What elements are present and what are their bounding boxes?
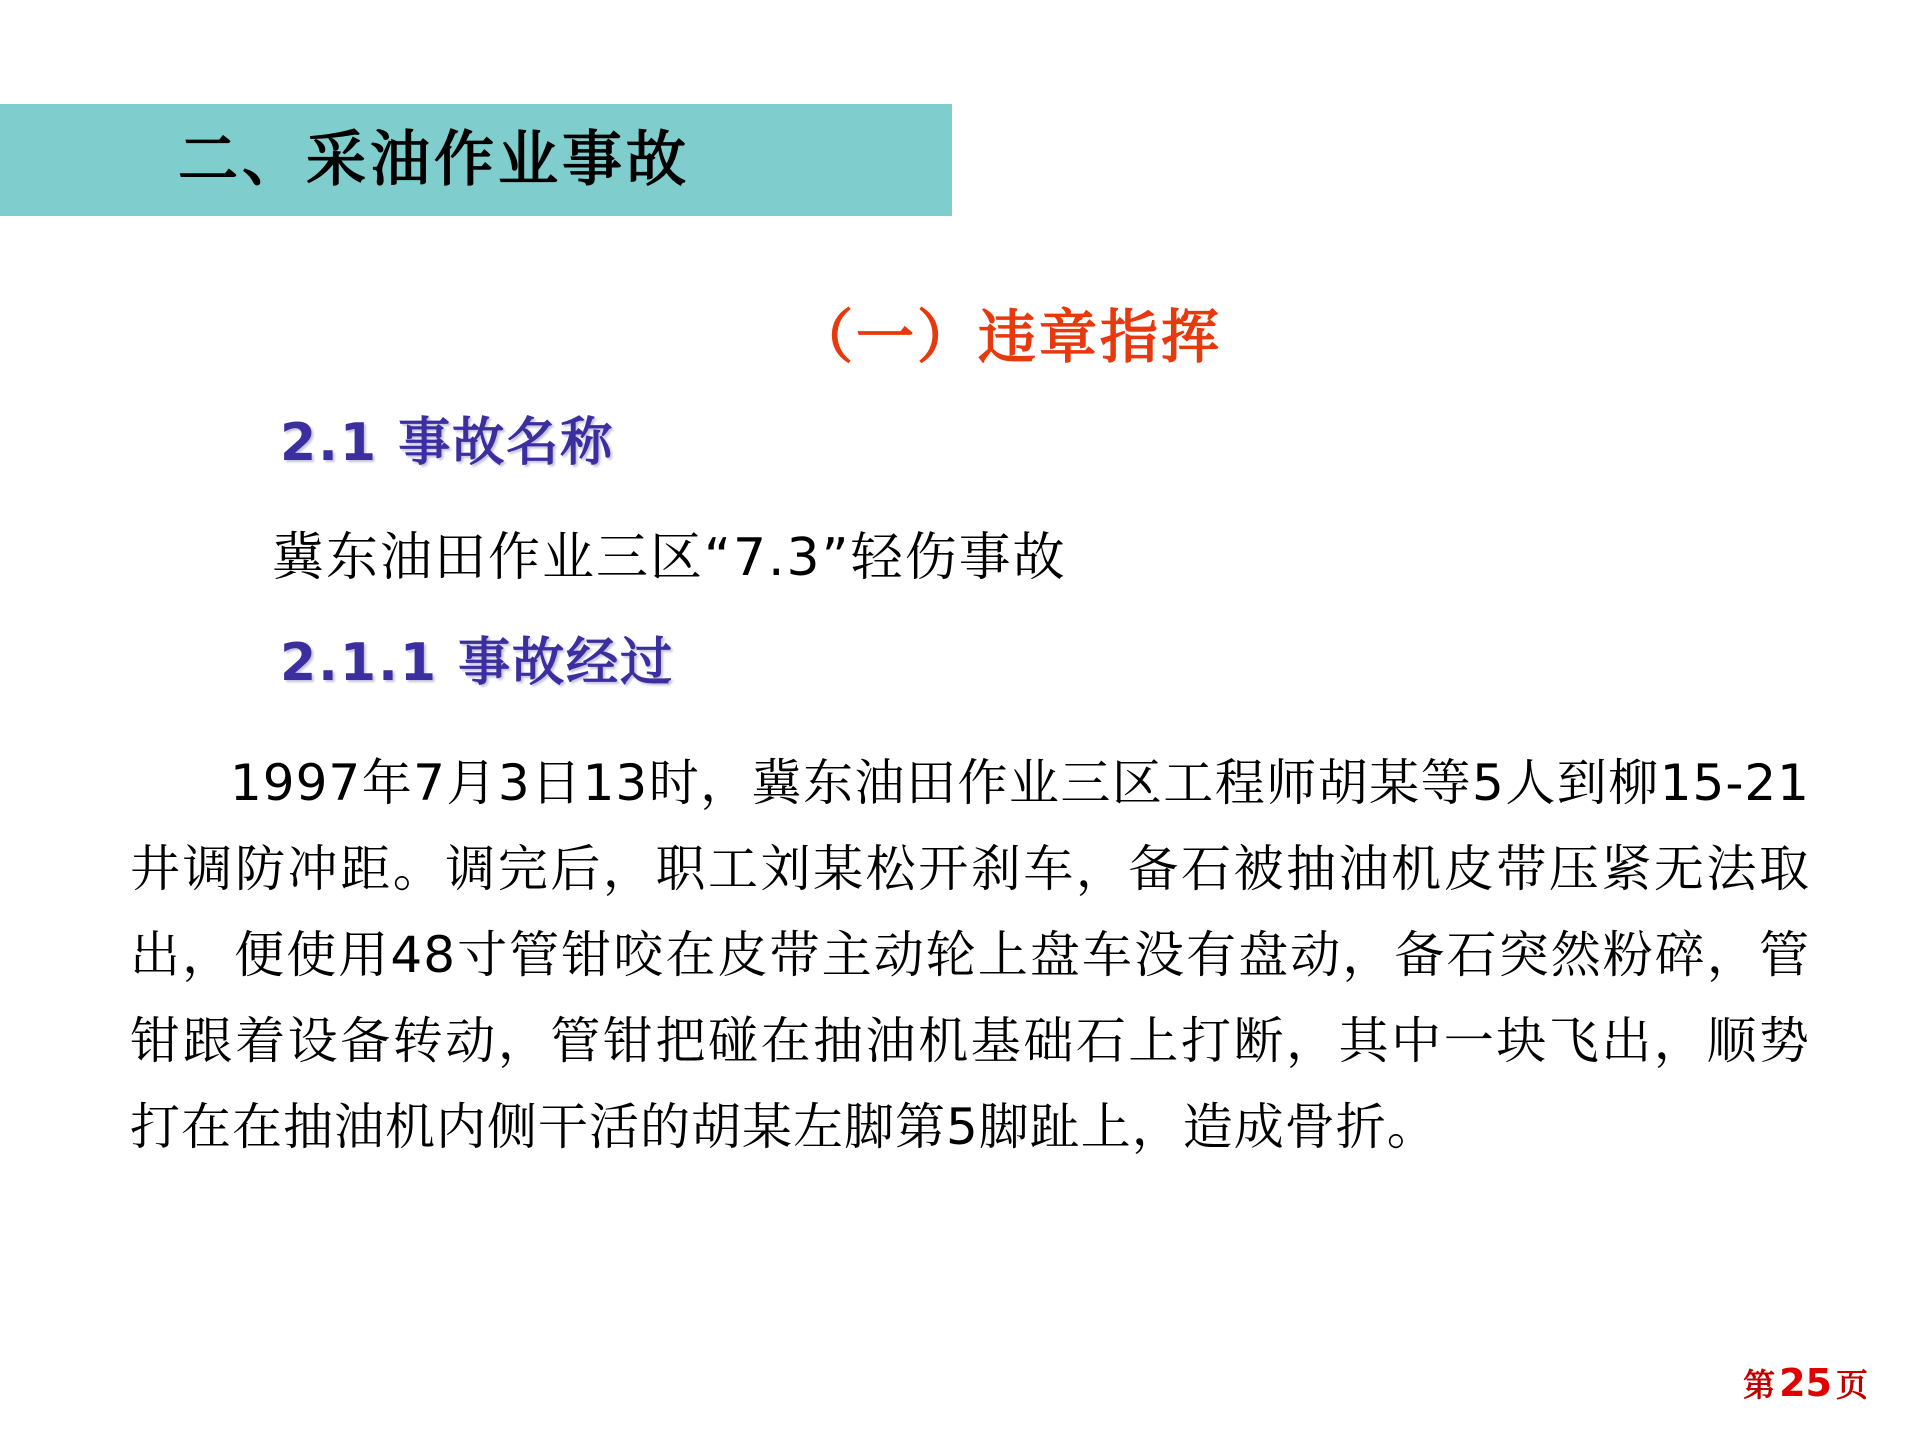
heading-accident-process: 2.1.1 事故经过 — [280, 633, 675, 693]
accident-process-paragraph: 1997年7月3日13时，冀东油田作业三区工程师胡某等5人到柳15-21井调防冲距。调完后，职工刘某松开刹车，备石被抽油机皮带压紧无法取出，便使用48寸管钳咬在皮带主动轮上盘车没有盘动，备石突然粉碎，管钳跟着设备转动，管钳把碰在抽油机基础石上打断，其中一块飞出，顺势打在在抽油机内侧干活的胡某左脚第5脚趾上，造成骨折。 — [130, 754, 1810, 1156]
page-footer — [1743, 1360, 1868, 1406]
page-label-prefix: 第 — [1743, 1366, 1776, 1404]
accident-name-text: 冀东油田作业三区“7.3”轻伤事故 — [272, 528, 1067, 588]
page-label-suffix: 页 — [1835, 1366, 1868, 1404]
subsection-heading-red: （一）违章指挥 — [795, 303, 1223, 371]
heading-accident-name: 2.1 事故名称 — [280, 413, 615, 473]
page-number: 25 — [1779, 1361, 1832, 1405]
section-title-text: 二、采油作业事故 — [178, 125, 690, 195]
